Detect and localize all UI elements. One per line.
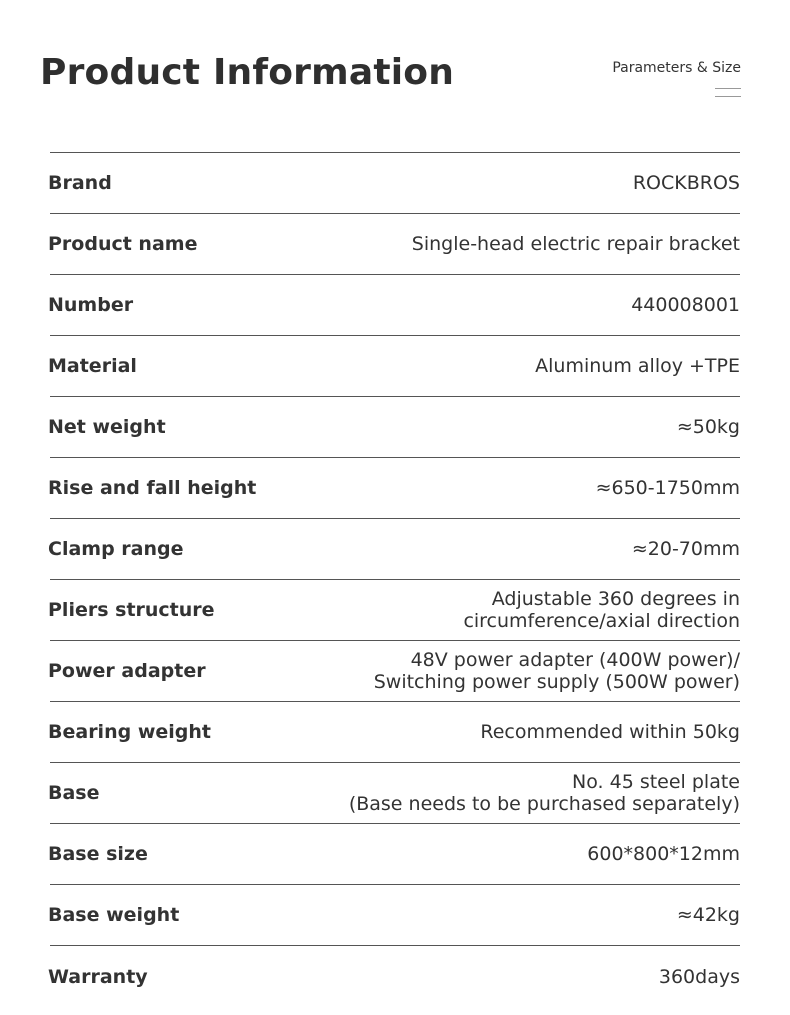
spec-value-line: Recommended within 50kg	[480, 721, 740, 743]
spec-label: Base	[48, 782, 100, 804]
spec-label: Base weight	[48, 904, 180, 926]
spec-row-warranty	[50, 946, 740, 1007]
spec-row-net-weight	[50, 397, 740, 458]
spec-label: Base size	[48, 843, 148, 865]
double-line-icon	[715, 88, 741, 97]
spec-value-line: 48V power adapter (400W power)/	[410, 649, 740, 671]
spec-value-line: (Base needs to be purchased separately)	[348, 793, 740, 815]
spec-value-line: Adjustable 360 degrees in	[491, 588, 740, 610]
spec-value	[587, 843, 740, 865]
spec-row-pliers-structure	[50, 580, 740, 641]
spec-value	[535, 355, 740, 377]
spec-row-bearing-weight	[50, 702, 740, 763]
spec-label: Rise and fall height	[48, 477, 257, 499]
spec-value-line: ≈650-1750mm	[595, 477, 740, 499]
spec-value-line: ≈20-70mm	[631, 538, 740, 560]
spec-value	[412, 233, 740, 255]
spec-value	[632, 538, 740, 560]
spec-row-brand	[50, 153, 740, 214]
page-subtitle: Parameters & Size	[612, 60, 741, 76]
spec-value	[463, 588, 740, 632]
spec-value-line: ≈50kg	[676, 416, 740, 438]
spec-value	[349, 771, 740, 815]
parameters-size-header	[612, 60, 741, 76]
spec-value	[677, 416, 740, 438]
spec-label: Clamp range	[48, 538, 184, 560]
spec-label: Bearing weight	[48, 721, 211, 743]
spec-value	[374, 649, 740, 693]
spec-value	[659, 966, 740, 988]
spec-value	[677, 904, 740, 926]
spec-value	[596, 477, 740, 499]
spec-value-line: Switching power supply (500W power)	[373, 671, 740, 693]
spec-value-line: 600*800*12mm	[587, 843, 740, 865]
spec-value	[633, 172, 740, 194]
spec-label: Number	[48, 294, 134, 316]
spec-label: Brand	[48, 172, 112, 194]
spec-row-material	[50, 336, 740, 397]
spec-row-rise-and-fall-height	[50, 458, 740, 519]
spec-value-line: No. 45 steel plate	[572, 771, 740, 793]
spec-label: Power adapter	[48, 660, 206, 682]
spec-value	[480, 721, 740, 743]
spec-value-line: ≈42kg	[676, 904, 740, 926]
spec-row-base-weight	[50, 885, 740, 946]
page-title: Product Information	[40, 52, 455, 93]
spec-row-power-adapter	[50, 641, 740, 702]
spec-row-product-name	[50, 214, 740, 275]
spec-label: Pliers structure	[48, 599, 215, 621]
spec-table	[50, 152, 740, 1007]
spec-row-number	[50, 275, 740, 336]
spec-value-line: Single-head electric repair bracket	[411, 233, 740, 255]
spec-row-clamp-range	[50, 519, 740, 580]
spec-value-line: ROCKBROS	[632, 172, 740, 194]
spec-row-base-size	[50, 824, 740, 885]
spec-value-line: 360days	[658, 965, 740, 988]
spec-label: Product name	[48, 233, 198, 255]
spec-row-base	[50, 763, 740, 824]
spec-label: Material	[48, 355, 137, 377]
spec-value-line: Aluminum alloy +TPE	[535, 355, 740, 377]
spec-value-line: 440008001	[631, 294, 740, 316]
spec-label: Net weight	[48, 416, 166, 438]
spec-value-line: circumference/axial direction	[463, 610, 740, 632]
spec-value	[631, 294, 740, 316]
spec-label: Warranty	[48, 965, 148, 988]
